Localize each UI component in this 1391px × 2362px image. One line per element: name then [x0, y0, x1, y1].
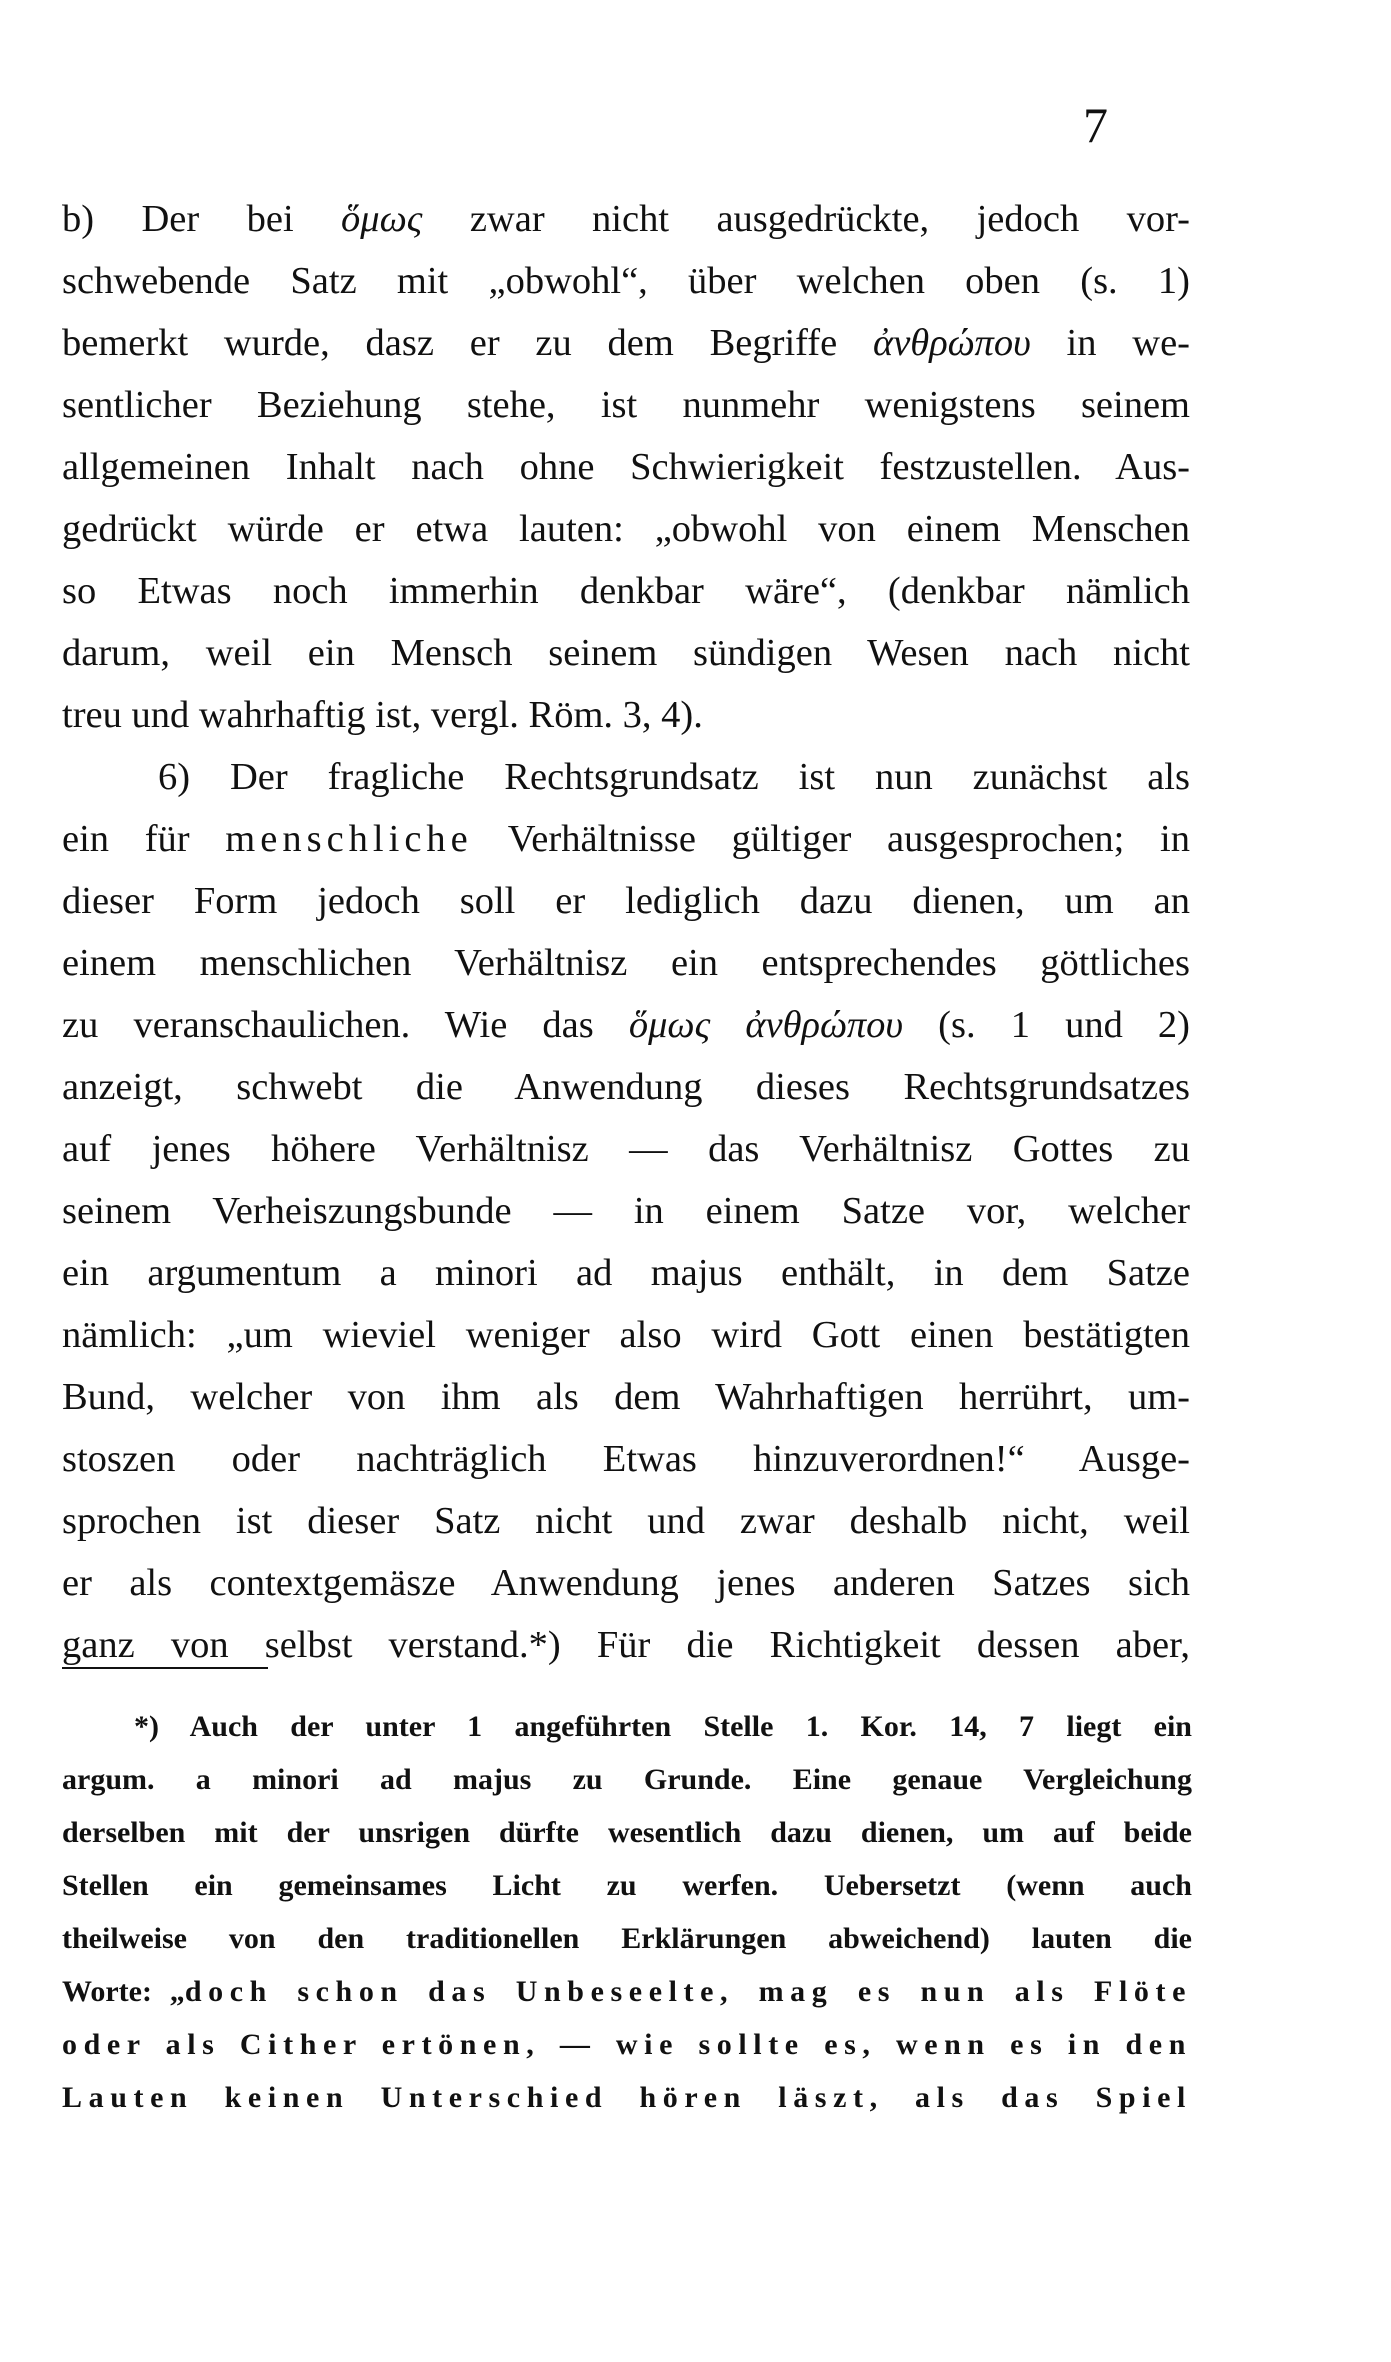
text-line	[62, 560, 1190, 622]
text-line	[62, 1056, 1190, 1118]
text-run: ganz von selbst verstand.*) Für die Richtigkeit dessen aber,	[62, 1624, 1190, 1666]
text-run: zwar nicht ausgedrückte, jedoch vor-	[422, 198, 1190, 240]
footnote-line	[62, 1753, 1192, 1806]
text-run: derselben mit der unsrigen dürfte wesentlich dazu dienen, um auf beide	[62, 1816, 1192, 1849]
footnote-line	[62, 2018, 1192, 2071]
text-line	[62, 312, 1190, 374]
text-run: b) Der bei	[62, 198, 342, 240]
text-run: bemerkt wurde, dasz er zu dem Begriffe	[62, 322, 873, 364]
text-run: nämlich: „um wieviel weniger also wird Gott einen bestätigten	[62, 1314, 1190, 1356]
text-line	[62, 684, 1190, 746]
text-run: 6) Der fragliche Rechtsgrundsatz ist nun zunächst als	[158, 756, 1190, 798]
text-run: in we-	[1030, 322, 1190, 364]
text-run: auf jenes höhere Verhältnisz — das Verhältnisz Gottes zu	[62, 1128, 1190, 1170]
text-run: ein für	[62, 818, 226, 860]
text-run: dieser Form jedoch soll er lediglich dazu dienen, um an	[62, 880, 1190, 922]
text-line	[62, 932, 1190, 994]
text-line	[62, 1304, 1190, 1366]
footnote-divider	[62, 1667, 268, 1669]
body-text	[62, 188, 1190, 1676]
text-run: Worte: „	[62, 1975, 185, 2008]
text-line	[62, 498, 1190, 560]
text-line	[62, 994, 1190, 1056]
text-line	[62, 1490, 1190, 1552]
text-run: er als contextgemäsze Anwendung jenes anderen Satzes sich	[62, 1562, 1190, 1604]
text-line	[62, 622, 1190, 684]
text-run: theilweise von den traditionellen Erklärungen abweichend) lauten die	[62, 1922, 1192, 1955]
footnote-line	[62, 1965, 1192, 2018]
text-run: zu veranschaulichen. Wie das	[62, 1004, 629, 1046]
footnote-line	[62, 1859, 1192, 1912]
text-run: sprochen ist dieser Satz nicht und zwar deshalb nicht, weil	[62, 1500, 1190, 1542]
emphasized-text: Lauten keinen Unterschied hören läszt, als das Spiel	[62, 2081, 1192, 2114]
text-run: stoszen oder nachträglich Etwas hinzuverordnen!“ Ausge-	[62, 1438, 1190, 1480]
text-line	[62, 436, 1190, 498]
greek-word: ἀνθρώπου	[872, 322, 1031, 364]
emphasized-word: menschliche	[225, 818, 473, 860]
text-line	[62, 870, 1190, 932]
paragraph-b	[62, 188, 1190, 746]
greek-word: ὅμως	[341, 198, 423, 240]
text-run: gedrückt würde er etwa lauten: „obwohl von einem Menschen	[62, 508, 1190, 550]
text-run: (s. 1 und 2)	[903, 1004, 1191, 1046]
text-line	[62, 250, 1190, 312]
text-line	[62, 1552, 1190, 1614]
text-run: Bund, welcher von ihm als dem Wahrhaftigen herrührt, um-	[62, 1376, 1190, 1418]
text-run: allgemeinen Inhalt nach ohne Schwierigkeit festzustellen. Aus-	[62, 446, 1190, 488]
text-line	[62, 188, 1190, 250]
text-run: darum, weil ein Mensch seinem sündigen Wesen nach nicht	[62, 632, 1190, 674]
text-line	[62, 808, 1190, 870]
text-run: Verhältnisse gültiger ausgesprochen; in	[472, 818, 1190, 860]
text-line	[62, 1180, 1190, 1242]
text-line	[62, 1118, 1190, 1180]
footnote-line	[62, 1700, 1192, 1753]
text-run: anzeigt, schwebt die Anwendung dieses Rechtsgrundsatzes	[62, 1066, 1190, 1108]
footnote-line	[62, 2071, 1192, 2124]
footnote-line	[62, 1806, 1192, 1859]
text-run: seinem Verheiszungsbunde — in einem Satze vor, welcher	[62, 1190, 1190, 1232]
text-run: sentlicher Beziehung stehe, ist nunmehr wenigstens seinem	[62, 384, 1190, 426]
text-line	[62, 746, 1190, 808]
paragraph-6	[62, 746, 1190, 1676]
text-line	[62, 374, 1190, 436]
emphasized-text: doch schon das Unbeseelte, mag es nun als Flöte	[184, 1975, 1192, 2008]
footnote	[62, 1700, 1192, 2124]
greek-word: ὅμως ἀνθρώπου	[628, 1004, 904, 1046]
footnote-line	[62, 1912, 1192, 1965]
text-run: einem menschlichen Verhältnisz ein entsprechendes göttliches	[62, 942, 1190, 984]
text-line	[62, 1242, 1190, 1304]
text-run: Stellen ein gemeinsames Licht zu werfen. Uebersetzt (wenn auch	[62, 1869, 1192, 1902]
page-number: 7	[1083, 97, 1108, 153]
text-line	[62, 1428, 1190, 1490]
emphasized-text: oder als Cither ertönen, — wie sollte es, wenn es in den	[62, 2028, 1192, 2061]
text-run: argum. a minori ad majus zu Grunde. Eine genaue Vergleichung	[62, 1763, 1192, 1796]
text-line	[62, 1366, 1190, 1428]
text-run: *) Auch der unter 1 angeführten Stelle 1. Kor. 14, 7 liegt ein	[134, 1710, 1192, 1743]
text-run: schwebende Satz mit „obwohl“, über welchen oben (s. 1)	[62, 260, 1190, 302]
text-run: so Etwas noch immerhin denkbar wäre“, (denkbar nämlich	[62, 570, 1190, 612]
text-run: treu und wahrhaftig ist, vergl. Röm. 3, 4).	[62, 694, 703, 736]
text-run: ein argumentum a minori ad majus enthält, in dem Satze	[62, 1252, 1190, 1294]
